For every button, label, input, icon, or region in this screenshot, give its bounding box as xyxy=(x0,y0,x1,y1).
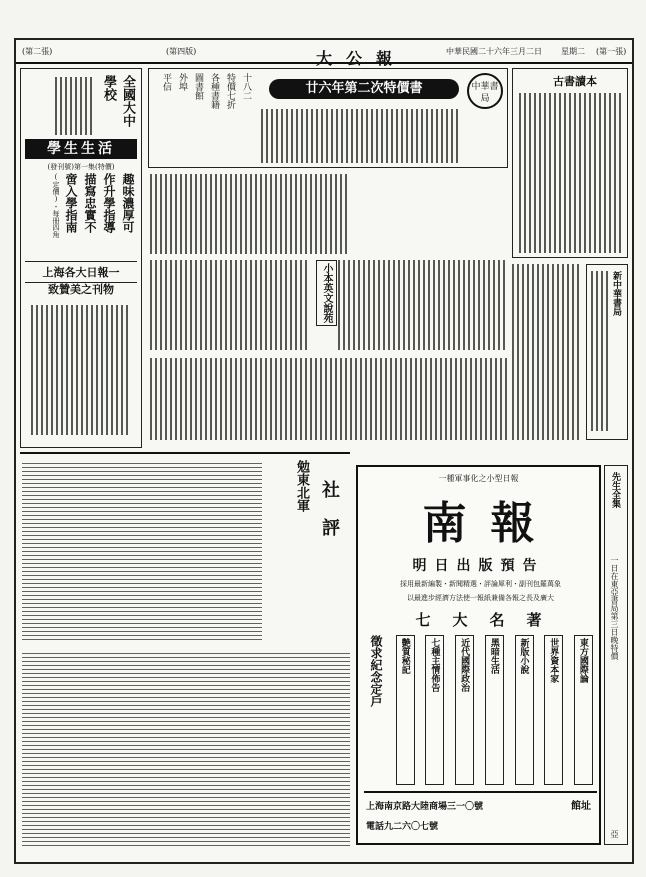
editorial-divider xyxy=(20,452,350,454)
ad-line-4: 啻入學指南 xyxy=(64,173,78,233)
footer-mark: 亞 xyxy=(610,830,619,838)
fine-print-block xyxy=(55,77,95,135)
book-title-6: 七種主情佈告 xyxy=(425,635,444,785)
book-listing-block-3 xyxy=(338,260,508,350)
zhonghua-badge: 中華書局 xyxy=(467,73,503,109)
book-listing-block-2 xyxy=(150,260,310,350)
price-note: (定價)・每冊四角 xyxy=(52,173,60,238)
page-label-left: (第二張) xyxy=(22,47,53,56)
right-vertical-ad xyxy=(604,465,628,845)
book-title-7: 艶質秘記 xyxy=(396,635,415,785)
editorial-text-2 xyxy=(22,650,350,846)
ad-listing-text xyxy=(261,109,461,163)
student-life-ad xyxy=(20,68,142,448)
weekday-label: 星期二 xyxy=(561,47,585,56)
special-price-title: 廿六年第二次特價書 xyxy=(269,79,459,99)
new-zhonghua-ad xyxy=(586,264,628,440)
ad-item-4: 圖書館 xyxy=(193,73,203,100)
student-life-heading: 學生生活 xyxy=(25,139,137,159)
ad-line-1: 趣味濃厚可 xyxy=(121,173,135,233)
newspaper-page xyxy=(14,38,634,864)
ad-line-3: 描寫忠實不 xyxy=(83,173,97,233)
nanbao-title: 南報 xyxy=(422,498,559,549)
book-listing-block-1 xyxy=(150,174,350,254)
english-column-title: 小本英文說苑 xyxy=(316,260,337,326)
book-title-5: 近代國際政治 xyxy=(455,635,474,785)
ancient-books-ad xyxy=(512,68,628,258)
new-zhonghua-text xyxy=(591,271,609,431)
address-label: 館址 xyxy=(571,801,591,812)
subscription-call: 徵求紀念定戶 xyxy=(369,635,383,707)
book-title-2: 世界資本家 xyxy=(544,635,563,785)
nanbao-ad xyxy=(356,465,601,845)
book-title-1: 東方國際論 xyxy=(574,635,593,785)
new-zhonghua-label: 新中華書局 xyxy=(611,271,621,316)
nanbao-top-label: 一種軍事化之小型日報 xyxy=(438,474,519,483)
ad-side-text: 全國大中學校 xyxy=(101,75,135,127)
book-title-4: 黑暗生活 xyxy=(485,635,504,785)
right-ad-text: 先生全集 xyxy=(610,472,620,508)
address-divider xyxy=(364,791,597,793)
page-label-right: (第一張) xyxy=(596,47,627,56)
ad-item-6: 平信 xyxy=(161,73,171,91)
ad-subline-1: 上海各大日報一 xyxy=(25,261,137,283)
masthead-title: 大公報 xyxy=(316,49,407,68)
ad-item-5: 外埠 xyxy=(177,73,187,91)
ancient-books-label: 古書讀本 xyxy=(553,75,597,88)
editorial-title: 社評 xyxy=(319,480,340,556)
ad-dense-text xyxy=(31,305,131,435)
ad-subline-2: 致贊美之刊物 xyxy=(48,283,114,296)
ad-item-3: 各種書籍 xyxy=(209,73,219,109)
book-listing-block-4 xyxy=(150,358,508,440)
right-ad-lower: 一日在東亞書局第三日晚特價 xyxy=(610,556,619,660)
edition-label: (第四版) xyxy=(166,47,197,56)
ancient-books-text xyxy=(519,93,623,253)
editorial-text-1 xyxy=(22,460,262,640)
ad-item-2: 特價七折 xyxy=(225,73,235,109)
nanbao-subtitle: 明日出版預告 xyxy=(412,558,545,574)
book-title-3: 新版小說 xyxy=(515,635,534,785)
nanbao-line-1: 採用最新編製・新聞精選・評論犀利・副刊包羅萬象 xyxy=(400,580,561,588)
book-listing-block-5 xyxy=(512,264,582,440)
phone-text: 電話九二六〇七號 xyxy=(366,822,439,832)
address-text: 上海南京路大陸商場三一〇號 xyxy=(366,802,484,812)
zhonghua-books-ad xyxy=(148,68,508,168)
famous-works-heading: 七大名著 xyxy=(415,611,564,629)
date-line: 中華民國二十六年三月二日 xyxy=(446,47,542,56)
ad-line-2: 作升學指導 xyxy=(102,173,116,233)
nanbao-line-2: 以最進步經濟方法使一報紙兼備各報之長及廣大 xyxy=(407,594,554,602)
ad-item-1: 十八二 xyxy=(241,73,251,100)
page-header xyxy=(16,40,632,68)
editorial-headline: 勉東北軍 xyxy=(294,460,309,512)
edition-note: (發刊號)第一集(特價) xyxy=(47,163,115,171)
